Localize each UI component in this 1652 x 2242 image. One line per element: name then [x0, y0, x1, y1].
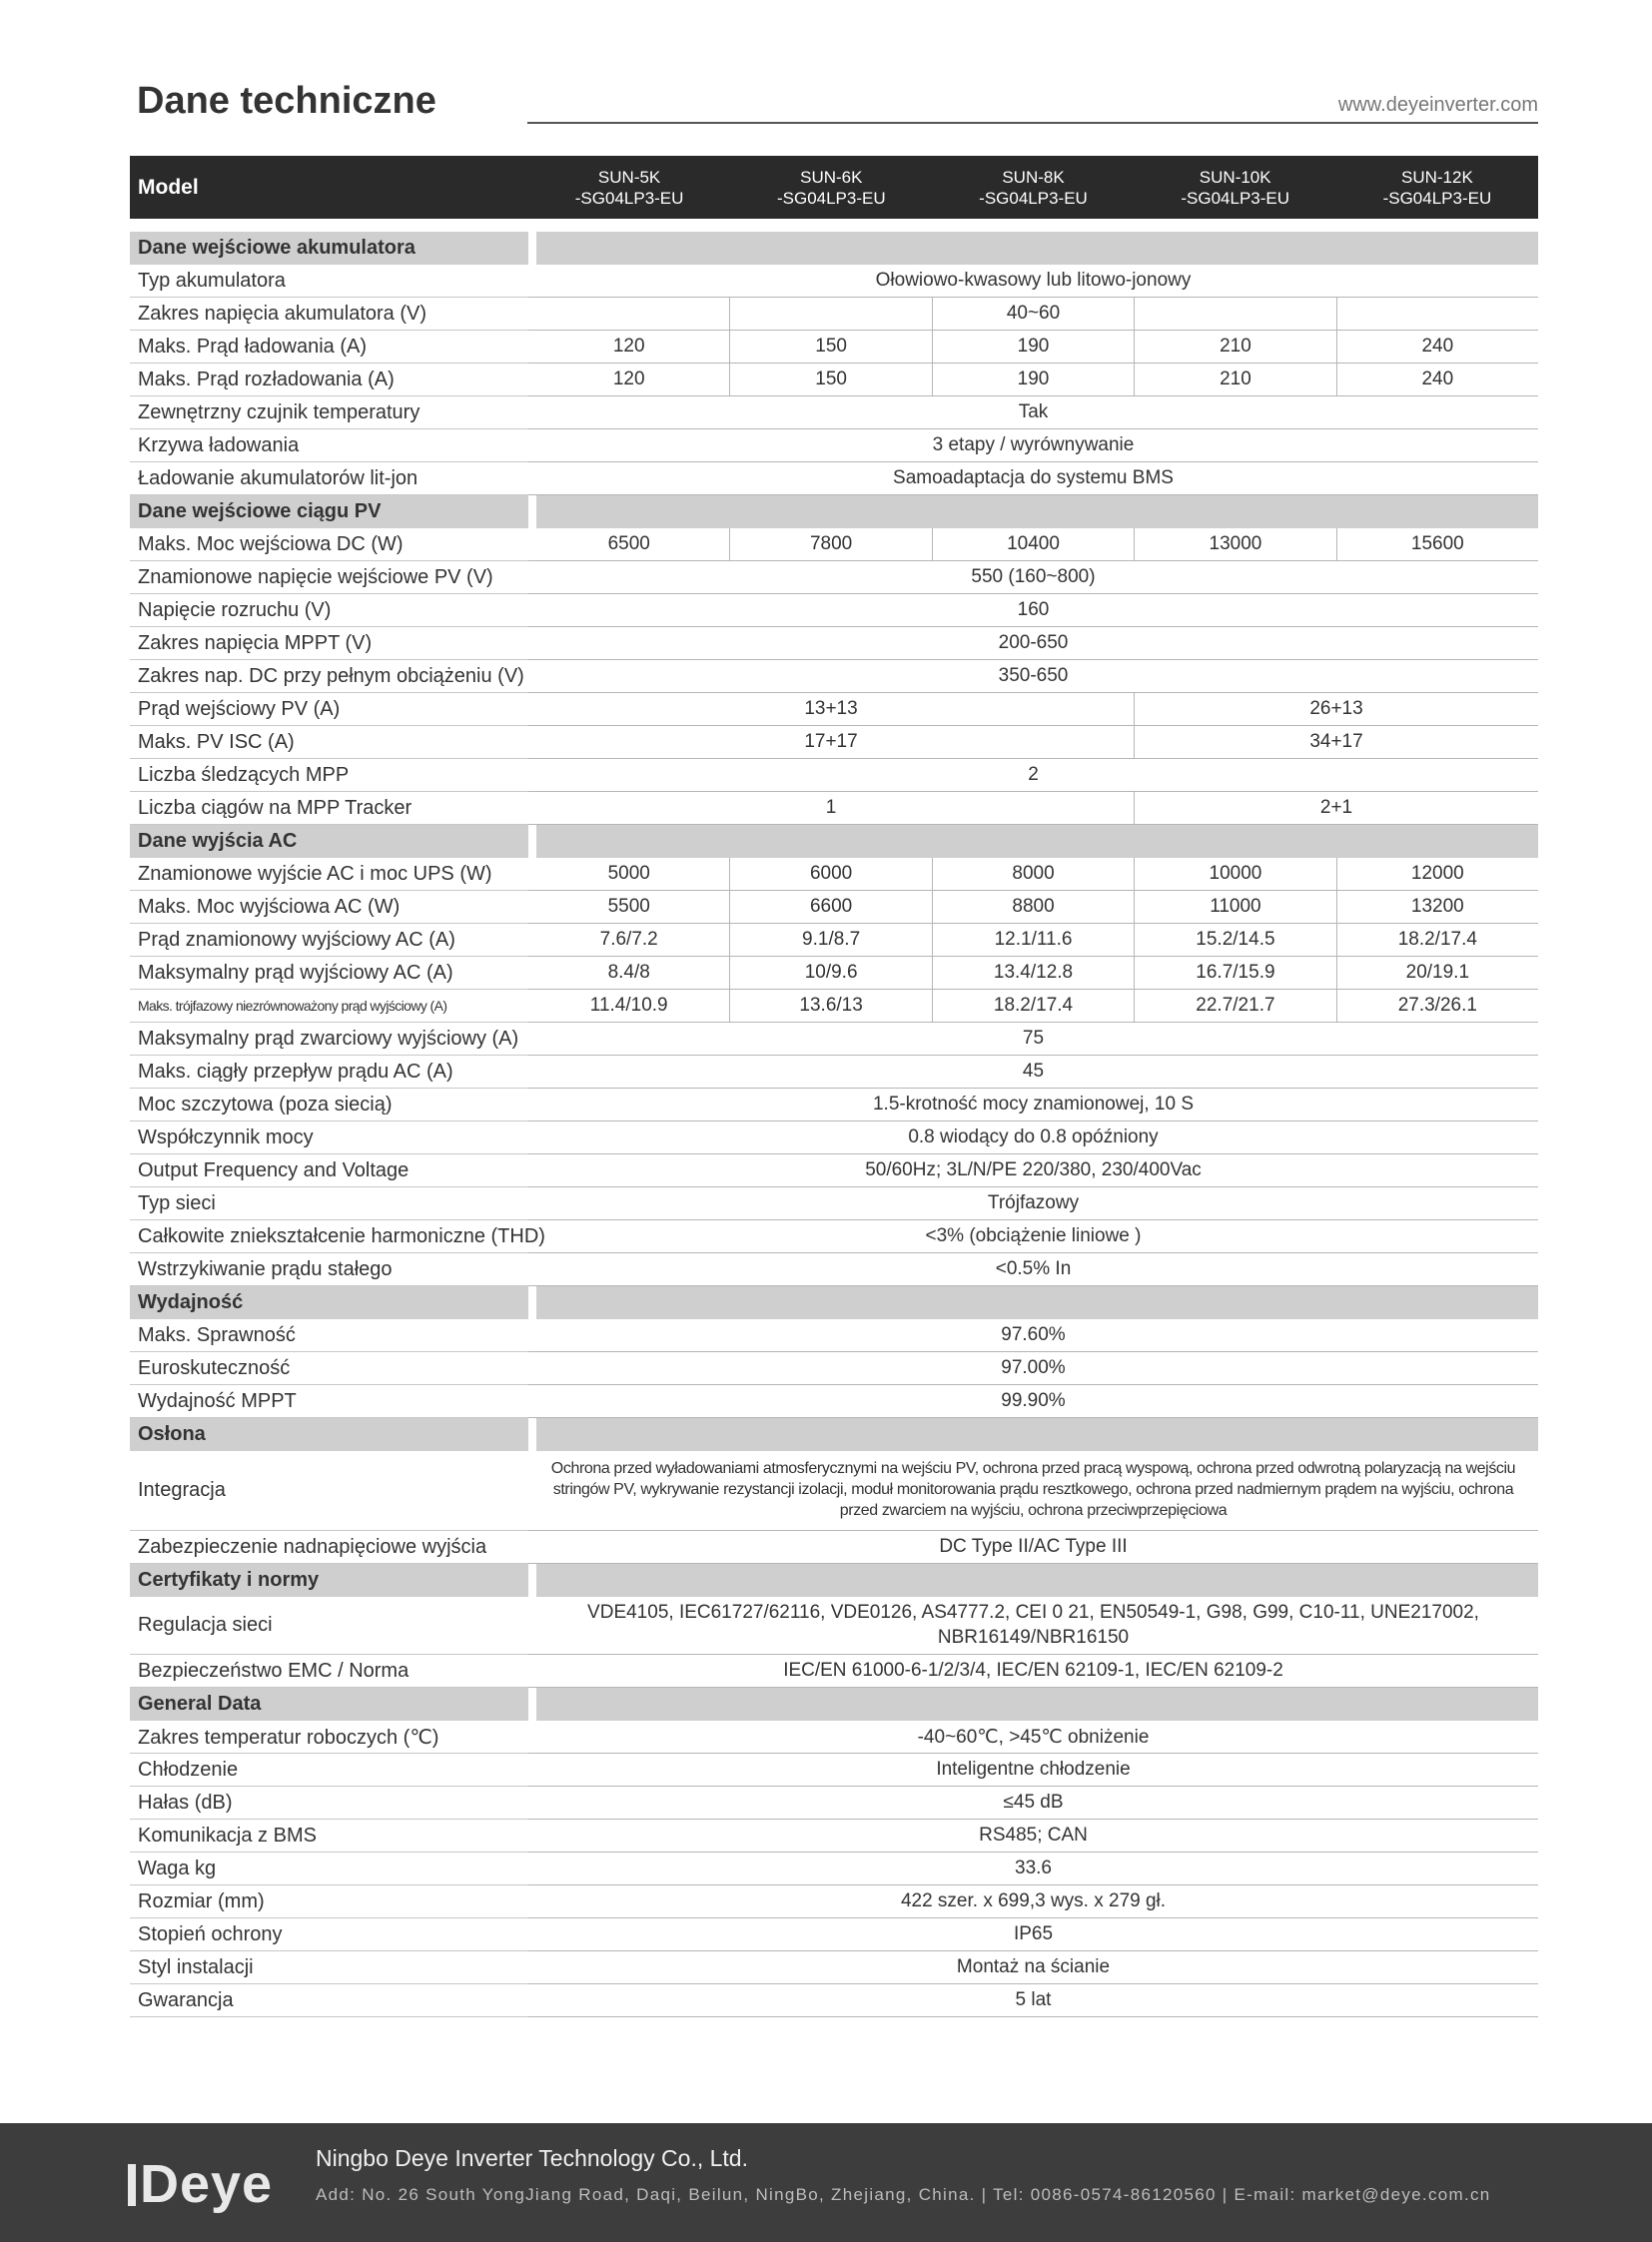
spec-values [528, 1787, 1538, 1820]
spec-label: Maks. PV ISC (A) [130, 726, 528, 759]
spec-value-cell: VDE4105, IEC61727/62116, VDE0126, AS4777.2, CEI 0 21, EN50549-1, G98, G99, C10-11, UNE217002, NBR16149/NBR16150 [528, 1597, 1538, 1655]
spec-row [130, 331, 1538, 364]
section-gap [528, 495, 536, 528]
website-link[interactable]: www.deyeinverter.com [1337, 94, 1538, 116]
spec-values [528, 1121, 1538, 1154]
spec-value-cell: Ochrona przed wyładowaniami atmosferycznymi na wejściu PV, ochrona przed pracą wyspową, ochrona przed odwrotną polaryzacją na wejściu stringów PV, wykrywanie rezystancji izolacji, moduł monitorowania prądu resztkowego, ochrona przed nadmiernym prądem na wyjściu, ochrona przed zwarciem na wyjściu, ochrona przeciwprzepięciowa [528, 1451, 1538, 1531]
spec-row [130, 1154, 1538, 1187]
spec-values [528, 462, 1538, 495]
spec-value-cell: 120 [528, 331, 729, 364]
spec-values [528, 1154, 1538, 1187]
spec-values [528, 1885, 1538, 1918]
logo-mark-icon [128, 2164, 136, 2206]
spec-value-cell [729, 298, 931, 331]
spec-value-cell: 12.1/11.6 [932, 924, 1134, 957]
spec-value-cell: 240 [1336, 364, 1538, 396]
spec-value-cell: 422 szer. x 699,3 wys. x 279 gł. [528, 1885, 1538, 1918]
spec-value-cell: 12000 [1336, 858, 1538, 891]
section-bar [536, 495, 1538, 528]
section-title: Certyfikaty i normy [130, 1564, 528, 1597]
spec-value-cell: 26+13 [1134, 693, 1538, 726]
spec-value-cell: 150 [729, 364, 931, 396]
spec-row [130, 1531, 1538, 1564]
spec-row [130, 594, 1538, 627]
spec-value-cell: 16.7/15.9 [1134, 957, 1335, 990]
spec-label: Prąd znamionowy wyjściowy AC (A) [130, 924, 528, 957]
section-title: Dane wejściowe ciągu PV [130, 495, 528, 528]
spec-row [130, 298, 1538, 331]
spec-value-cell: 13+13 [528, 693, 1134, 726]
spec-value-cell: 3 etapy / wyrównywanie [528, 429, 1538, 462]
spec-values [528, 990, 1538, 1023]
spec-values [528, 298, 1538, 331]
spec-value-cell: 15.2/14.5 [1134, 924, 1335, 957]
spec-value-cell: 50/60Hz; 3L/N/PE 220/380, 230/400Vac [528, 1154, 1538, 1187]
spec-row [130, 1984, 1538, 2017]
spec-row [130, 1385, 1538, 1418]
section-bar [536, 1286, 1538, 1319]
spec-values [528, 1451, 1538, 1531]
spec-label: Maks. Moc wyjściowa AC (W) [130, 891, 528, 924]
logo-text: Deye [140, 2154, 274, 2214]
spec-values [528, 858, 1538, 891]
spec-values [528, 1023, 1538, 1056]
spec-value-cell [1336, 298, 1538, 331]
spec-values [528, 561, 1538, 594]
spec-values [528, 726, 1538, 759]
spec-row [130, 462, 1538, 495]
spec-row [130, 1220, 1538, 1253]
spec-label: Krzywa ładowania [130, 429, 528, 462]
spec-row [130, 1352, 1538, 1385]
spec-row [130, 792, 1538, 825]
spec-row [130, 429, 1538, 462]
spec-values [528, 627, 1538, 660]
section-bar [536, 1688, 1538, 1721]
spec-value-cell: ≤45 dB [528, 1787, 1538, 1820]
spec-values [528, 429, 1538, 462]
spec-value-cell: 7800 [729, 528, 931, 561]
section-title: Wydajność [130, 1286, 528, 1319]
spec-label: Maks. Prąd rozładowania (A) [130, 364, 528, 396]
section-title: General Data [130, 1688, 528, 1721]
spec-row [130, 858, 1538, 891]
spec-value-cell: Samoadaptacja do systemu BMS [528, 462, 1538, 495]
spec-label: Styl instalacji [130, 1951, 528, 1984]
spec-value-cell: Montaż na ścianie [528, 1951, 1538, 1984]
spec-values [528, 957, 1538, 990]
spec-label: Maksymalny prąd wyjściowy AC (A) [130, 957, 528, 990]
spec-row [130, 265, 1538, 298]
spec-row [130, 1787, 1538, 1820]
spec-value-cell: 200-650 [528, 627, 1538, 660]
spec-value-cell: 33.6 [528, 1853, 1538, 1885]
spec-value-cell: -40~60℃, >45℃ obniżenie [528, 1721, 1538, 1754]
spec-row [130, 693, 1538, 726]
model-column-header: SUN-10K -SG04LP3-EU [1181, 167, 1290, 208]
section-header-row [130, 1688, 1538, 1721]
spec-value-cell: 150 [729, 331, 931, 364]
section-bar [536, 1564, 1538, 1597]
spec-values [528, 594, 1538, 627]
spec-values [528, 792, 1538, 825]
spec-values [528, 1918, 1538, 1951]
spec-label: Stopień ochrony [130, 1918, 528, 1951]
section-gap [528, 1688, 536, 1721]
spec-row [130, 1951, 1538, 1984]
section-header-row [130, 825, 1538, 858]
section-title: Osłona [130, 1418, 528, 1451]
spec-value-cell: 5 lat [528, 1984, 1538, 2017]
spec-table [130, 232, 1538, 2017]
section-gap [528, 1564, 536, 1597]
spec-value-cell: 190 [932, 331, 1134, 364]
spec-label: Euroskuteczność [130, 1352, 528, 1385]
spec-value-cell: 40~60 [932, 298, 1134, 331]
spec-row [130, 1853, 1538, 1885]
section-gap [528, 825, 536, 858]
spec-value-cell: 240 [1336, 331, 1538, 364]
spec-label: Znamionowe wyjście AC i moc UPS (W) [130, 858, 528, 891]
company-address: Add: No. 26 South YongJiang Road, Daqi, Beilun, NingBo, Zhejiang, China. | Tel: 0086-0574-86120560 | E-mail: market@deye.com.cn [316, 2185, 1491, 2204]
spec-values [528, 1655, 1538, 1688]
spec-row [130, 396, 1538, 429]
spec-value-cell: 18.2/17.4 [932, 990, 1134, 1023]
spec-value-cell: 5000 [528, 858, 729, 891]
spec-values [528, 1220, 1538, 1253]
spec-table-header [130, 156, 1538, 219]
spec-value-cell: 210 [1134, 364, 1335, 396]
spec-value-cell: 6600 [729, 891, 931, 924]
spec-label: Maks. ciągły przepływ prądu AC (A) [130, 1056, 528, 1089]
spec-values [528, 759, 1538, 792]
spec-value-cell: 13.6/13 [729, 990, 931, 1023]
spec-values [528, 924, 1538, 957]
spec-row [130, 924, 1538, 957]
spec-value-cell: 120 [528, 364, 729, 396]
spec-label: Liczba śledzących MPP [130, 759, 528, 792]
spec-values [528, 1089, 1538, 1121]
spec-label: Zakres napięcia MPPT (V) [130, 627, 528, 660]
spec-values [528, 396, 1538, 429]
spec-values [528, 1820, 1538, 1853]
section-header-row [130, 495, 1538, 528]
spec-values [528, 1721, 1538, 1754]
section-bar [536, 825, 1538, 858]
spec-label: Rozmiar (mm) [130, 1885, 528, 1918]
spec-value-cell: 7.6/7.2 [528, 924, 729, 957]
spec-value-cell: 210 [1134, 331, 1335, 364]
spec-values [528, 265, 1538, 298]
spec-label: Wstrzykiwanie prądu stałego [130, 1253, 528, 1286]
spec-label: Ładowanie akumulatorów lit-jon [130, 462, 528, 495]
spec-values [528, 1352, 1538, 1385]
spec-value-cell: 8800 [932, 891, 1134, 924]
spec-row [130, 990, 1538, 1023]
spec-value-cell: 34+17 [1134, 726, 1538, 759]
deye-logo [128, 2153, 273, 2215]
model-column-header: SUN-8K -SG04LP3-EU [979, 167, 1088, 208]
spec-value-cell: 6500 [528, 528, 729, 561]
spec-label: Napięcie rozruchu (V) [130, 594, 528, 627]
spec-value-cell: 350-650 [528, 660, 1538, 693]
spec-value-cell: 1 [528, 792, 1134, 825]
spec-row [130, 1721, 1538, 1754]
spec-values [528, 1951, 1538, 1984]
spec-value-cell: 11000 [1134, 891, 1335, 924]
spec-values [528, 364, 1538, 396]
spec-label: Waga kg [130, 1853, 528, 1885]
spec-value-cell [528, 298, 729, 331]
spec-row [130, 759, 1538, 792]
spec-value-cell: 2+1 [1134, 792, 1538, 825]
spec-value-cell: 97.60% [528, 1319, 1538, 1352]
spec-value-cell: 10400 [932, 528, 1134, 561]
spec-row [130, 627, 1538, 660]
section-gap [528, 1418, 536, 1451]
spec-label: Typ akumulatora [130, 265, 528, 298]
spec-values [528, 331, 1538, 364]
spec-row [130, 1023, 1538, 1056]
spec-value-cell: 17+17 [528, 726, 1134, 759]
spec-label: Zakres temperatur roboczych (℃) [130, 1721, 528, 1754]
spec-label: Komunikacja z BMS [130, 1820, 528, 1853]
spec-label: Output Frequency and Voltage [130, 1154, 528, 1187]
spec-value-cell [1134, 298, 1335, 331]
spec-value-cell: 2 [528, 759, 1538, 792]
spec-label: Zakres napięcia akumulatora (V) [130, 298, 528, 331]
spec-label: Moc szczytowa (poza siecią) [130, 1089, 528, 1121]
spec-label: Bezpieczeństwo EMC / Norma [130, 1655, 528, 1688]
spec-row [130, 1187, 1538, 1220]
footer [0, 2123, 1652, 2242]
spec-value-cell: IEC/EN 61000-6-1/2/3/4, IEC/EN 62109-1, IEC/EN 62109-2 [528, 1655, 1538, 1688]
spec-row [130, 1655, 1538, 1688]
spec-row [130, 561, 1538, 594]
spec-label: Zewnętrzny czujnik temperatury [130, 396, 528, 429]
spec-label: Maks. Moc wejściowa DC (W) [130, 528, 528, 561]
spec-value-cell: 8.4/8 [528, 957, 729, 990]
spec-value-cell: Ołowiowo-kwasowy lub litowo-jonowy [528, 265, 1538, 298]
spec-label: Maks. trójfazowy niezrównoważony prąd wyjściowy (A) [130, 990, 528, 1023]
spec-value-cell: <3% (obciążenie liniowe ) [528, 1220, 1538, 1253]
spec-value-cell: 1.5-krotność mocy znamionowej, 10 S [528, 1089, 1538, 1121]
spec-row [130, 1918, 1538, 1951]
spec-value-cell: 160 [528, 594, 1538, 627]
spec-row [130, 1597, 1538, 1655]
model-column-header: SUN-6K -SG04LP3-EU [776, 167, 886, 208]
spec-values [528, 1253, 1538, 1286]
spec-label: Chłodzenie [130, 1754, 528, 1787]
section-header-row [130, 1564, 1538, 1597]
spec-label: Całkowite zniekształcenie harmoniczne (THD) [130, 1220, 528, 1253]
spec-value-cell: 15600 [1336, 528, 1538, 561]
spec-value-cell: RS485; CAN [528, 1820, 1538, 1853]
spec-row [130, 726, 1538, 759]
page-title: Dane techniczne [137, 80, 436, 122]
spec-value-cell: 13.4/12.8 [932, 957, 1134, 990]
spec-value-cell: 10000 [1134, 858, 1335, 891]
section-bar [536, 1418, 1538, 1451]
spec-value-cell: 13200 [1336, 891, 1538, 924]
spec-value-cell: DC Type II/AC Type III [528, 1531, 1538, 1564]
spec-value-cell: 27.3/26.1 [1336, 990, 1538, 1023]
section-header-row [130, 232, 1538, 265]
header-model-label: Model [138, 175, 199, 199]
spec-values [528, 1385, 1538, 1418]
spec-label: Liczba ciągów na MPP Tracker [130, 792, 528, 825]
spec-label: Zabezpieczenie nadnapięciowe wyjścia [130, 1531, 528, 1564]
spec-row [130, 1820, 1538, 1853]
model-columns [528, 167, 1538, 209]
spec-label: Zakres nap. DC przy pełnym obciążeniu (V) [130, 660, 528, 693]
spec-value-cell: 22.7/21.7 [1134, 990, 1335, 1023]
section-header-row [130, 1286, 1538, 1319]
spec-label: Typ sieci [130, 1187, 528, 1220]
spec-label: Integracja [130, 1451, 528, 1531]
spec-value-cell: 9.1/8.7 [729, 924, 931, 957]
spec-row [130, 1885, 1538, 1918]
spec-value-cell: 99.90% [528, 1385, 1538, 1418]
section-title: Dane wyjścia AC [130, 825, 528, 858]
spec-label: Współczynnik mocy [130, 1121, 528, 1154]
spec-value-cell: 190 [932, 364, 1134, 396]
spec-row [130, 660, 1538, 693]
model-column-header: SUN-5K -SG04LP3-EU [574, 167, 684, 208]
spec-label: Maksymalny prąd zwarciowy wyjściowy (A) [130, 1023, 528, 1056]
spec-row [130, 891, 1538, 924]
section-title: Dane wejściowe akumulatora [130, 232, 528, 265]
spec-values [528, 1187, 1538, 1220]
spec-value-cell: 75 [528, 1023, 1538, 1056]
spec-value-cell: 10/9.6 [729, 957, 931, 990]
spec-value-cell: 550 (160~800) [528, 561, 1538, 594]
spec-row [130, 528, 1538, 561]
spec-value-cell: 5500 [528, 891, 729, 924]
spec-label: Prąd wejściowy PV (A) [130, 693, 528, 726]
spec-values [528, 1597, 1538, 1655]
title-rule [527, 122, 1538, 124]
spec-row [130, 957, 1538, 990]
spec-values [528, 1531, 1538, 1564]
spec-value-cell: 8000 [932, 858, 1134, 891]
spec-value-cell: Inteligentne chłodzenie [528, 1754, 1538, 1787]
spec-value-cell: 45 [528, 1056, 1538, 1089]
spec-label: Gwarancja [130, 1984, 528, 2017]
section-bar [536, 232, 1538, 265]
model-column-header: SUN-12K -SG04LP3-EU [1382, 167, 1492, 208]
spec-values [528, 891, 1538, 924]
spec-row [130, 1121, 1538, 1154]
spec-value-cell: 0.8 wiodący do 0.8 opóźniony [528, 1121, 1538, 1154]
spec-values [528, 1056, 1538, 1089]
spec-values [528, 1984, 1538, 2017]
spec-values [528, 1319, 1538, 1352]
spec-row [130, 1319, 1538, 1352]
spec-value-cell: 97.00% [528, 1352, 1538, 1385]
spec-label: Hałas (dB) [130, 1787, 528, 1820]
spec-value-cell: 13000 [1134, 528, 1335, 561]
spec-values [528, 1853, 1538, 1885]
spec-row [130, 1754, 1538, 1787]
section-header-row [130, 1418, 1538, 1451]
spec-value-cell: <0.5% In [528, 1253, 1538, 1286]
spec-row [130, 364, 1538, 396]
section-gap [528, 1286, 536, 1319]
spec-label: Wydajność MPPT [130, 1385, 528, 1418]
company-name: Ningbo Deye Inverter Technology Co., Ltd. [316, 2145, 748, 2171]
spec-row [130, 1056, 1538, 1089]
spec-values [528, 660, 1538, 693]
spec-label: Znamionowe napięcie wejściowe PV (V) [130, 561, 528, 594]
spec-value-cell: 6000 [729, 858, 931, 891]
spec-value-cell: Trójfazowy [528, 1187, 1538, 1220]
spec-value-cell: 20/19.1 [1336, 957, 1538, 990]
spec-values [528, 693, 1538, 726]
spec-row [130, 1253, 1538, 1286]
spec-label: Regulacja sieci [130, 1597, 528, 1655]
spec-value-cell: IP65 [528, 1918, 1538, 1951]
spec-value-cell: 11.4/10.9 [528, 990, 729, 1023]
spec-label: Maks. Sprawność [130, 1319, 528, 1352]
spec-label: Maks. Prąd ładowania (A) [130, 331, 528, 364]
section-gap [528, 232, 536, 265]
spec-row [130, 1451, 1538, 1531]
spec-value-cell: 18.2/17.4 [1336, 924, 1538, 957]
spec-values [528, 1754, 1538, 1787]
spec-row [130, 1089, 1538, 1121]
spec-values [528, 528, 1538, 561]
spec-value-cell: Tak [528, 396, 1538, 429]
